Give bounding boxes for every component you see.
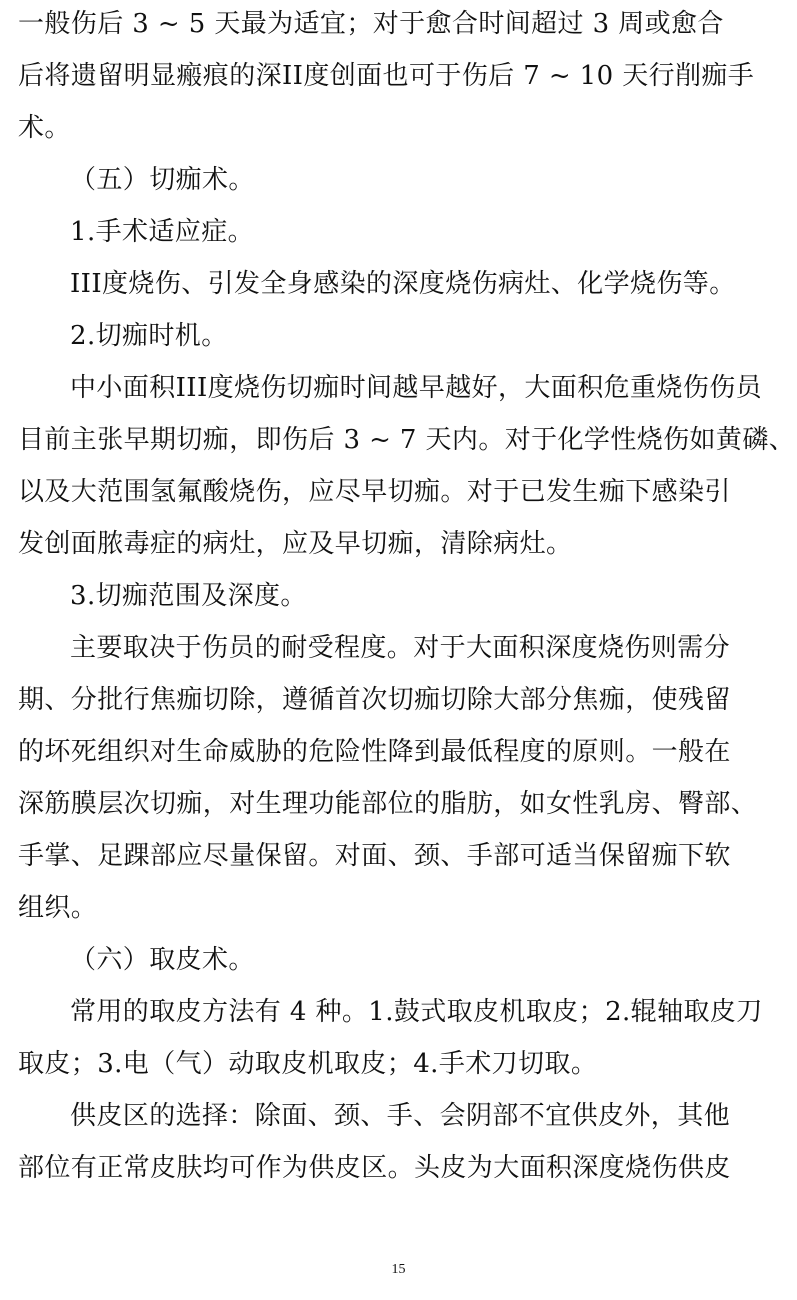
subsection-heading: 1.手术适应症。 [70, 217, 255, 247]
text-line: 中小面积III度烧伤切痂时间越早越好，大面积危重烧伤伤员 [70, 373, 763, 403]
text-line: 深筋膜层次切痂，对生理功能部位的脂肪，如女性乳房、臀部、 [18, 789, 758, 819]
subsection-heading: 3.切痂范围及深度。 [70, 581, 307, 611]
text-line: 的坏死组织对生命威胁的危险性降到最低程度的原则。一般在 [18, 737, 731, 767]
text-line: 供皮区的选择：除面、颈、手、会阴部不宜供皮外，其他 [70, 1101, 731, 1131]
text-line: 期、分批行焦痂切除，遵循首次切痂切除大部分焦痂，使残留 [18, 685, 731, 715]
section-heading: （五）切痂术。 [70, 165, 255, 195]
text-line: 部位有正常皮肤均可作为供皮区。头皮为大面积深度烧伤供皮 [18, 1153, 731, 1183]
text-line: 取皮；3.电（气）动取皮机取皮；4.手术刀切取。 [18, 1049, 598, 1079]
text-line: III度烧伤、引发全身感染的深度烧伤病灶、化学烧伤等。 [70, 269, 736, 299]
text-line: 目前主张早期切痂，即伤后 3 ~ 7 天内。对于化学性烧伤如黄磷、 [18, 425, 796, 455]
text-line: 以及大范围氢氟酸烧伤，应尽早切痂。对于已发生痂下感染引 [18, 477, 731, 507]
text-line: 发创面脓毒症的病灶，应及早切痂，清除病灶。 [18, 529, 573, 559]
text-line: 常用的取皮方法有 4 种。1.鼓式取皮机取皮；2.辊轴取皮刀 [70, 997, 763, 1027]
subsection-heading: 2.切痂时机。 [70, 321, 228, 351]
page-number: 15 [391, 1262, 406, 1277]
text-line: 一般伤后 3 ~ 5 天最为适宜；对于愈合时间超过 3 周或愈合 [18, 9, 724, 39]
text-line: 术。 [18, 113, 71, 143]
text-line: 手掌、足踝部应尽量保留。对面、颈、手部可适当保留痂下软 [18, 841, 731, 871]
text-line: 组织。 [18, 893, 98, 923]
text-line: 主要取决于伤员的耐受程度。对于大面积深度烧伤则需分 [70, 633, 731, 663]
section-heading: （六）取皮术。 [70, 945, 255, 975]
text-line: 后将遗留明显瘢痕的深II度创面也可于伤后 7 ~ 10 天行削痂手 [18, 61, 755, 91]
